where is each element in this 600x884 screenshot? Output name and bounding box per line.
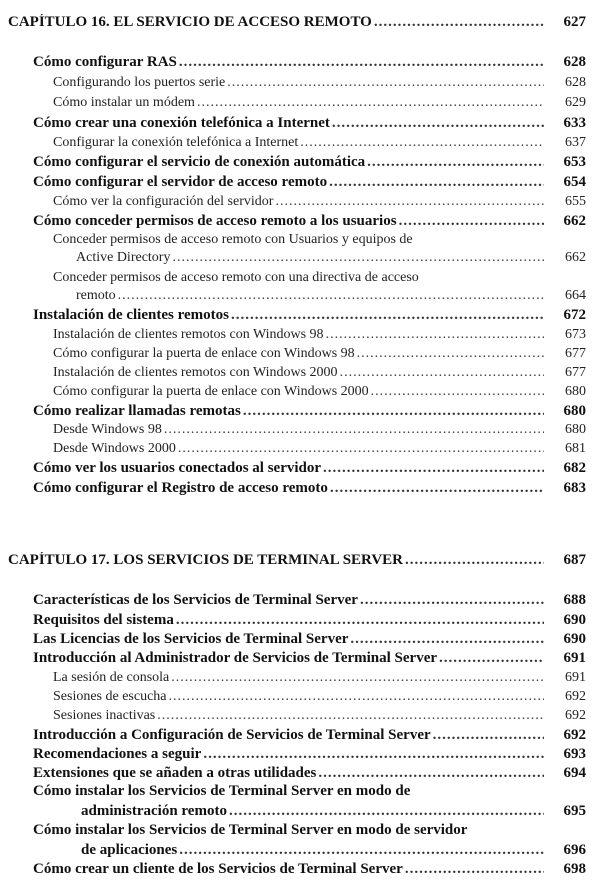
entry-page: 691 (565, 670, 586, 685)
entry-continuation (76, 250, 586, 266)
toc-subentry (53, 365, 586, 381)
toc-subentry (53, 346, 586, 362)
entry-title: Cómo configurar el servidor de acceso remoto (33, 174, 328, 190)
entry-title: Requisitos del sistema (33, 612, 174, 628)
entry-title: Introducción a Configuración de Servicios de Terminal Server (33, 727, 431, 743)
leader-dots (169, 689, 544, 705)
entry-title: Conceder permisos de acceso remoto con Usuarios y equipos de (53, 232, 413, 247)
entry-page: 692 (563, 727, 586, 743)
entry-title: Las Licencias de los Servicios de Terminal Server (33, 631, 349, 647)
toc-entry (33, 650, 586, 667)
entry-page: 628 (563, 54, 586, 70)
entry-page: 662 (565, 250, 586, 265)
leader-dots (179, 54, 544, 71)
entry-title: Extensiones que se añaden a otras utilidades (33, 765, 317, 781)
entry-title: Cómo configurar el servicio de conexión automática (33, 154, 366, 170)
toc-entry (33, 460, 586, 477)
leader-dots (164, 422, 544, 438)
entry-page: 654 (563, 174, 586, 190)
entry-title: Características de los Servicios de Terminal Server (33, 592, 358, 608)
entry-page: 690 (563, 631, 586, 647)
entry-title: Cómo instalar un módem (53, 95, 195, 110)
toc-entry (33, 746, 586, 763)
entry-page: 680 (565, 422, 586, 437)
toc-entry (33, 727, 586, 744)
leader-dots (326, 327, 544, 343)
leader-dots (374, 14, 544, 31)
entry-page: 692 (565, 689, 586, 704)
entry-page: 695 (563, 803, 586, 819)
toc-entry (33, 403, 586, 420)
leader-dots (340, 365, 544, 381)
entry-continuation (76, 288, 586, 304)
entry-page: 683 (563, 480, 586, 496)
entry-title: Cómo realizar llamadas remotas (33, 403, 241, 419)
leader-dots (229, 803, 544, 820)
entry-title: Cómo configurar la puerta de enlace con Windows 2000 (53, 384, 369, 399)
leader-dots (275, 194, 544, 210)
entry-page: 628 (565, 75, 586, 90)
toc-subentry (53, 327, 586, 343)
leader-dots (439, 650, 544, 667)
entry-title: La sesión de consola (53, 670, 170, 685)
leader-dots (329, 174, 544, 191)
entry-page: 691 (563, 650, 586, 666)
entry-page: 662 (563, 213, 586, 229)
leader-dots (318, 765, 544, 782)
toc-subentry (53, 75, 586, 91)
chapter-page: 687 (563, 552, 586, 568)
entry-title-cont: administración remoto (81, 803, 227, 819)
entry-page: 698 (563, 861, 586, 877)
toc-entry (33, 783, 586, 823)
entry-page: 673 (565, 327, 586, 342)
toc-subentry (53, 135, 586, 151)
entry-title-cont: de aplicaciones (81, 842, 178, 858)
toc-subentry (53, 194, 586, 210)
entry-page: 629 (565, 95, 586, 110)
entry-page: 664 (565, 288, 586, 303)
entry-title-cont: Active Directory (76, 250, 171, 265)
entry-title: Introducción al Administrador de Servicios de Terminal Server (33, 650, 438, 666)
chapter-heading (8, 552, 586, 569)
leader-dots (243, 403, 544, 420)
entry-page: 677 (565, 346, 586, 361)
entry-title: Sesiones inactivas (53, 708, 156, 723)
toc-entry (33, 213, 586, 230)
entry-continuation (81, 842, 586, 859)
entry-title: Sesiones de escucha (53, 689, 167, 704)
leader-dots (176, 612, 544, 629)
entry-title: Cómo configurar la puerta de enlace con Windows 98 (53, 346, 355, 361)
toc-entry (33, 54, 586, 71)
entry-title: Cómo ver la configuración del servidor (53, 194, 274, 209)
toc-entry (33, 861, 586, 878)
entry-page: 688 (563, 592, 586, 608)
entry-title: Cómo instalar los Servicios de Terminal Server en modo de (33, 783, 411, 799)
chapter-page: 627 (563, 14, 586, 30)
toc-entry (33, 154, 586, 171)
entry-page: 633 (563, 115, 586, 131)
toc-subentry (53, 232, 586, 272)
leader-dots (330, 480, 544, 497)
entry-page: 681 (565, 441, 586, 456)
leader-dots (171, 670, 544, 686)
entry-title: Instalación de clientes remotos con Windows 2000 (53, 365, 338, 380)
leader-dots (231, 307, 544, 324)
leader-dots (332, 115, 544, 132)
leader-dots (399, 213, 544, 230)
toc-subentry (53, 670, 586, 686)
entry-title: Configurar la conexión telefónica a Internet (53, 135, 299, 150)
entry-title: Cómo ver los usuarios conectados al servidor (33, 460, 322, 476)
entry-title: Configurando los puertos serie (53, 75, 226, 90)
toc-entry (33, 631, 586, 648)
leader-dots (433, 727, 544, 744)
entry-page: 653 (563, 154, 586, 170)
leader-dots (227, 75, 544, 91)
toc-subentry (53, 708, 586, 724)
leader-dots (172, 250, 544, 266)
leader-dots (367, 154, 544, 171)
toc-subentry (53, 270, 586, 310)
toc-subentry (53, 95, 586, 111)
entry-title: Cómo configurar el Registro de acceso remoto (33, 480, 328, 496)
toc-entry (33, 765, 586, 782)
entry-title: Desde Windows 98 (53, 422, 162, 437)
entry-page: 677 (565, 365, 586, 380)
leader-dots (360, 592, 544, 609)
entry-title-cont: remoto (76, 288, 116, 303)
entry-title: Cómo conceder permisos de acceso remoto a los usuarios (33, 213, 397, 229)
toc-entry (33, 307, 586, 324)
leader-dots (118, 288, 544, 304)
entry-title: Recomendaciones a seguir (33, 746, 202, 762)
toc-entry (33, 174, 586, 191)
toc-entry (33, 480, 586, 497)
entry-page: 693 (563, 746, 586, 762)
leader-dots (300, 135, 544, 151)
entry-page: 692 (565, 708, 586, 723)
toc-subentry (53, 384, 586, 400)
entry-title: Cómo configurar RAS (33, 54, 177, 70)
entry-page: 696 (563, 842, 586, 858)
leader-dots (178, 441, 544, 457)
leader-dots (405, 861, 544, 878)
toc-entry (33, 612, 586, 629)
leader-dots (323, 460, 544, 477)
entry-page: 694 (563, 765, 586, 781)
leader-dots (357, 346, 544, 362)
leader-dots (405, 552, 544, 569)
chapter-title: CAPÍTULO 17. LOS SERVICIOS DE TERMINAL SERVER (8, 552, 404, 568)
leader-dots (203, 746, 544, 763)
entry-title: Desde Windows 2000 (53, 441, 176, 456)
entry-title: Instalación de clientes remotos con Windows 98 (53, 327, 324, 342)
entry-continuation (81, 803, 586, 820)
entry-title: Conceder permisos de acceso remoto con una directiva de acceso (53, 270, 419, 285)
entry-page: 672 (563, 307, 586, 323)
chapter-title: CAPÍTULO 16. EL SERVICIO DE ACCESO REMOTO (8, 14, 372, 30)
toc-entry (33, 115, 586, 132)
entry-page: 637 (565, 135, 586, 150)
leader-dots (157, 708, 544, 724)
entry-page: 655 (565, 194, 586, 209)
toc-subentry (53, 441, 586, 457)
leader-dots (197, 95, 544, 111)
entry-page: 690 (563, 612, 586, 628)
entry-page: 680 (565, 384, 586, 399)
entry-title: Cómo crear un cliente de los Servicios de Terminal Server (33, 861, 403, 877)
entry-page: 682 (563, 460, 586, 476)
leader-dots (371, 384, 544, 400)
toc-subentry (53, 422, 586, 438)
entry-title: Cómo crear una conexión telefónica a Internet (33, 115, 330, 131)
leader-dots (179, 842, 544, 859)
toc-subentry (53, 689, 586, 705)
entry-title: Cómo instalar los Servicios de Terminal Server en modo de servidor (33, 822, 468, 838)
entry-title: Instalación de clientes remotos (33, 307, 229, 323)
leader-dots (350, 631, 544, 648)
toc-entry (33, 822, 586, 862)
chapter-heading (8, 14, 586, 31)
entry-page: 680 (563, 403, 586, 419)
toc-entry (33, 592, 586, 609)
